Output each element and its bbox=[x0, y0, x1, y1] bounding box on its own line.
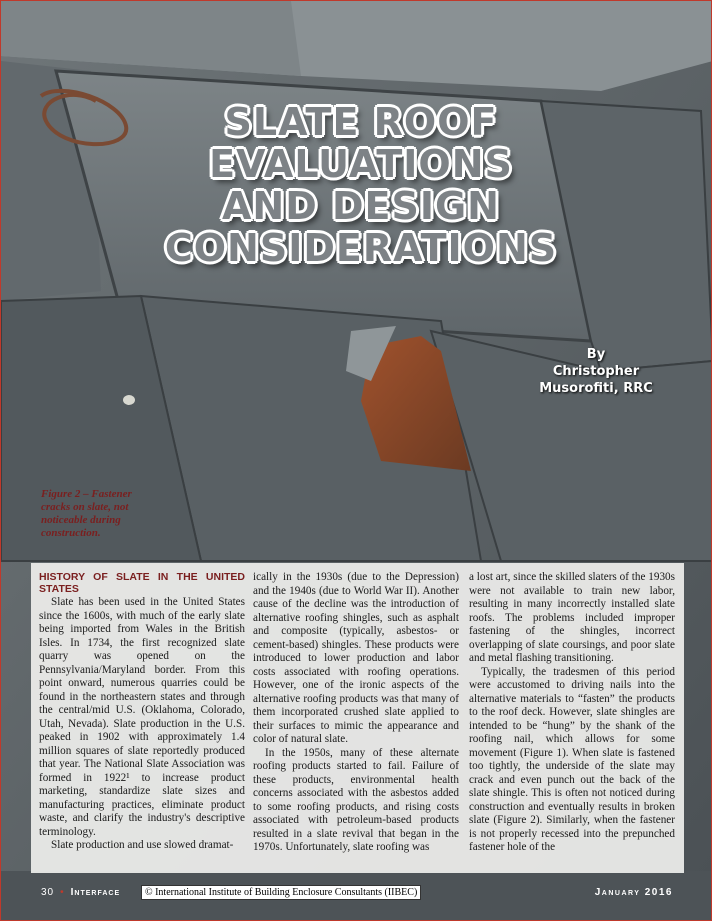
author-last-name: Musorofiti, RRC bbox=[539, 381, 653, 396]
column-2 bbox=[253, 571, 459, 855]
title-line: AND DESIGN bbox=[222, 184, 500, 228]
section-heading: HISTORY OF SLATE IN THE UNITED STATES bbox=[39, 571, 245, 595]
author-first-name: Christopher bbox=[552, 364, 640, 379]
column-1 bbox=[39, 571, 245, 853]
byline bbox=[531, 346, 661, 397]
title-line: CONSIDERATIONS bbox=[164, 226, 558, 270]
paragraph: Typically, the tradesmen of this period were accustomed to driving nails into the alternative materials to “fasten” the products to the roof deck. However, slate shingles are intended to be “hung” by the shank of the roofing nail, which allows for some movement (Figure 1). When slate is fastened too tightly, the underside of the slate may crack and even punch out the back of the slate shingle. This is often not noticed during construction and eventually results in broken slate (Figure 2). Similarly, when the fastener is not properly recessed into the prepunched fastener hole of the bbox=[469, 665, 675, 853]
paragraph: a lost art, since the skilled slaters of the 1930s were not available to train new labor, resulting in many incorrectly installed slate roofs. The problems included improper fastening of the shingles, incorrect overlapping of slate coursings, and poor slate and metal flashing transitioning. bbox=[469, 571, 675, 664]
page-number: 30 bbox=[41, 887, 55, 898]
byline-by: By bbox=[586, 347, 606, 362]
paragraph: In the 1950s, many of these alternate roofing products started to fail. Failure of these products, environmental health concerns associated with the asbestos added to some roofing products, and rising costs associated with petroleum-based products resulted in a slate revival that began in the 1970s. Unfortunately, slate roofing was bbox=[253, 746, 459, 853]
paragraph: ically in the 1930s (due to the Depression) and the 1940s (due to World War II). Another cause of the decline was the introduction of alternative roofing shingles, such as asphalt and composite (typically, asbestos- or cement-based) shingles. These products were introduced to lower production and labor costs associated with roofing operations. However, one of the ironic aspects of the alternative roofing products was that many of them incorporated crushed slate applied to their surfaces to mimic the appearance and color of natural slate. bbox=[253, 571, 459, 745]
magazine-name: Interface bbox=[70, 887, 121, 898]
footer-left bbox=[41, 887, 120, 898]
paragraph: Slate has been used in the United States since the 1600s, with much of the early slate being imported from Wales in the British Isles. In 1734, the first recognized slate quarry was opened on the Pennsylvania/Maryland border. From this point onward, numerous quarries could be found in the northeastern states and through the central/mid U.S. (Oklahoma, Colorado, Utah, Nevada). Slate production in the U.S. peaked in 1902 with approximately 1.4 million squares of slate reportedly produced that year. The National Slate Association was formed in 1922¹ to increase product marketing, standardize slate sizes and manufacturing practices, eliminate product waste, and clarify the industry's descriptive terminology. bbox=[39, 596, 245, 838]
article-title bbox=[151, 101, 571, 269]
figure-caption: Figure 2 – Fastener cracks on slate, not noticeable during construction. bbox=[41, 488, 132, 539]
issue-date: January 2016 bbox=[594, 887, 673, 898]
column-3 bbox=[469, 571, 675, 855]
copyright-notice: © International Institute of Building Enclosure Consultants (IIBEC) bbox=[141, 885, 421, 900]
title-line: SLATE ROOF bbox=[224, 100, 498, 144]
paragraph: Slate production and use slowed dramat- bbox=[51, 839, 234, 851]
article-body bbox=[31, 563, 684, 873]
bullet-icon: • bbox=[60, 887, 65, 898]
page-footer bbox=[1, 881, 712, 905]
title-line: EVALUATIONS bbox=[209, 142, 513, 186]
